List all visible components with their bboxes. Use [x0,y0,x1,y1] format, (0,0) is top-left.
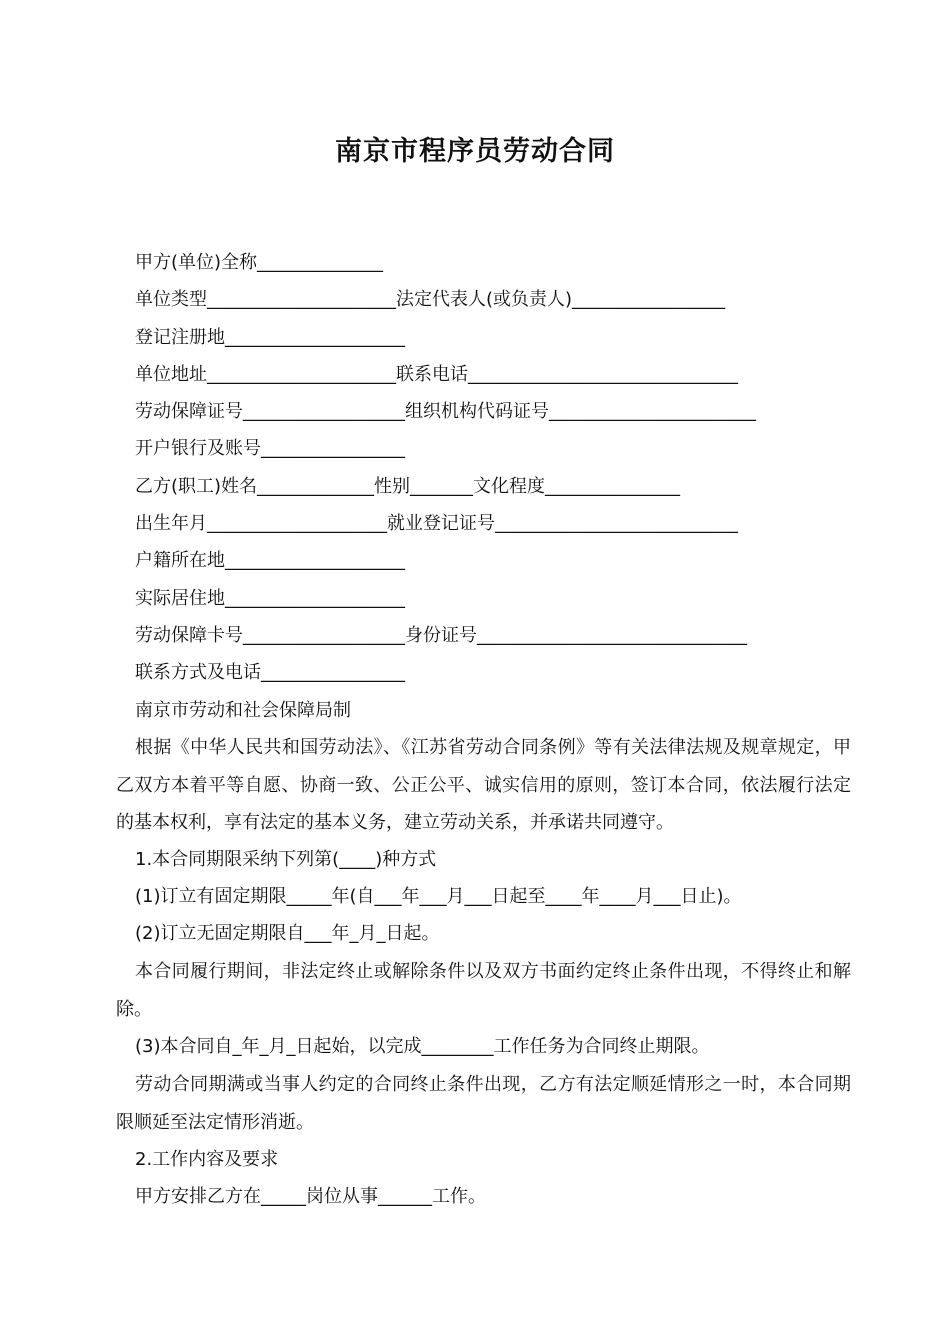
field-actual-residence: 实际居住地____________________ [135,588,405,609]
clause2-heading: 2.工作内容及要求 [135,1149,279,1170]
issuer-line: 南京市劳动和社会保障局制 [135,700,351,721]
field-household-registration: 户籍所在地____________________ [135,550,405,571]
clause2-text: 甲方安排乙方在_____岗位从事______工作。 [135,1186,486,1207]
field-contact-phone: 联系方式及电话________________ [135,662,405,683]
field-labor-card-id-number: 劳动保障卡号__________________身份证号______________________________ [135,625,747,646]
field-employee-name-gender-education: 乙方(职工)姓名_____________性别_______文化程度_______________ [135,476,681,497]
field-employer-name: 甲方(单位)全称______________ [135,252,384,273]
clause1-option2: (2)订立无固定期限自___年_月_日起。 [135,923,440,944]
intro-paragraph: 根据《中华人民共和国劳动法》、《江苏省劳动合同条例》等有关法律法规及规章规定，甲乙双方本着平等自愿、协商一致、公正公平、诚实信用的原则，签订本合同，依法履行法定的基本权利，享有法定的基本义务，建立劳动关系，并承诺共同遵守。 [116,737,851,833]
clause1-option1: (1)订立有固定期限_____年(自___年___月___日起至____年____月___日止)。 [135,886,742,907]
field-registration-place: 登记注册地____________________ [135,327,405,348]
clause1-option2-note: 本合同履行期间，非法定终止或解除条件以及双方书面约定终止条件出现，不得终止和解除。 [116,961,851,1020]
field-address-phone: 单位地址_____________________联系电话______________________________ [135,364,738,385]
field-unit-type-legal-rep: 单位类型_____________________法定代表人(或负责人)_________________ [135,289,726,310]
field-bank-account: 开户银行及账号________________ [135,438,405,459]
clause1-extension-note: 劳动合同期满或当事人约定的合同终止条件出现，乙方有法定顺延情形之一时，本合同期限顺延至法定情形消逝。 [116,1074,851,1133]
clause1-option3: (3)本合同自_年_月_日起始，以完成________工作任务为合同终止期限。 [135,1036,710,1057]
document-title: 南京市程序员劳动合同 [335,136,615,167]
field-labor-cert-org-code: 劳动保障证号__________________组织机构代码证号_______________________ [135,401,756,422]
field-birth-employment-reg: 出生年月____________________就业登记证号___________________________ [135,513,738,534]
clause1-heading: 1.本合同期限采纳下列第(____)种方式 [135,849,437,870]
